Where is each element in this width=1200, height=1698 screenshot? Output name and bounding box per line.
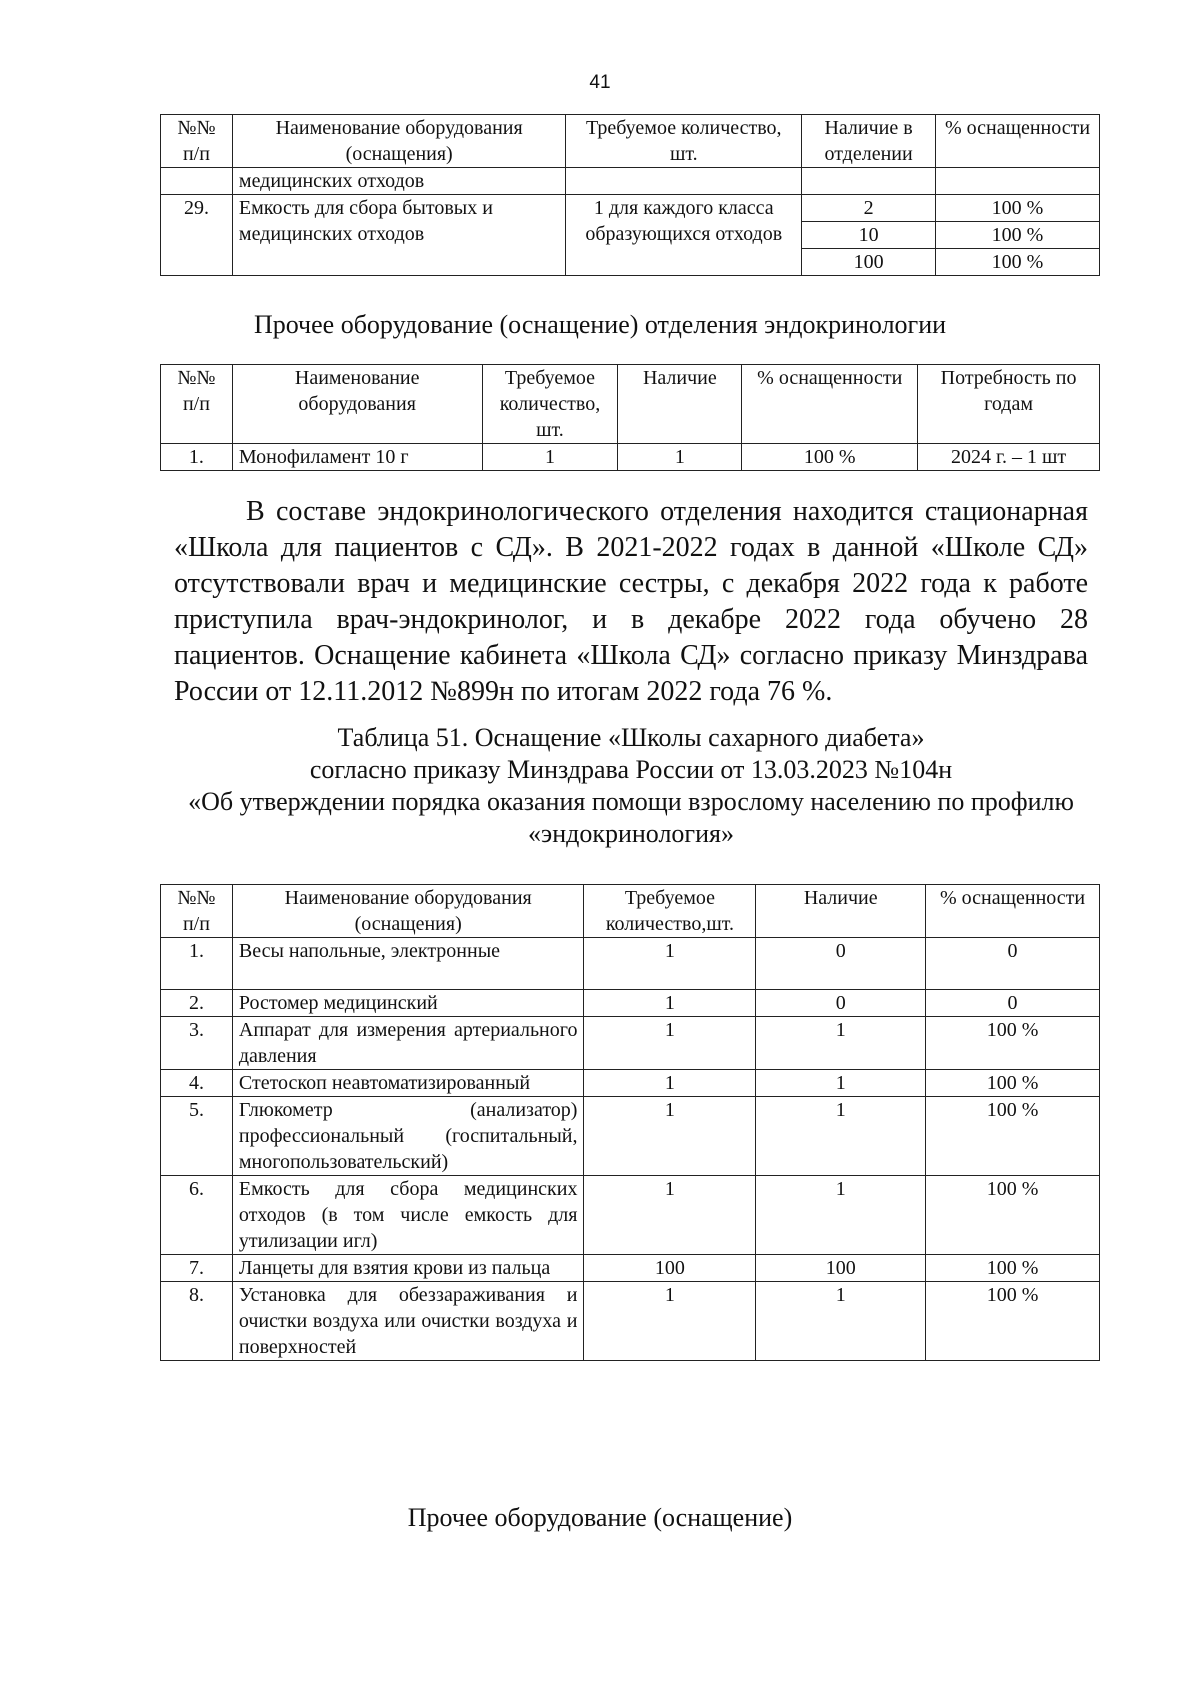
cell-num: 1. — [161, 444, 233, 471]
table-header-row — [161, 365, 1100, 444]
table-row: 3. Аппарат для измерения артериального давления 1 1 100 % — [161, 1017, 1100, 1070]
section-heading: Прочее оборудование (оснащение) отделения эндокринологии — [253, 310, 947, 339]
other-equipment-table — [160, 364, 1100, 471]
table-row: 2. Ростомер медицинский 1 0 0 — [161, 990, 1100, 1017]
header-name: Наименование оборудования (оснащения) — [232, 885, 584, 938]
cell-percent: 100 % — [936, 195, 1100, 222]
header-num: №№ п/п — [161, 115, 233, 168]
header-available: Наличие в отделении — [802, 115, 936, 168]
header-name: Наименование оборудования — [232, 365, 482, 444]
header-available: Наличие — [618, 365, 742, 444]
table-row: 7. Ланцеты для взятия крови из пальца 100 100 100 % — [161, 1255, 1100, 1282]
cell-available: 100 — [802, 249, 936, 276]
section-heading-bottom: Прочее оборудование (оснащение) — [407, 1503, 793, 1532]
caption-line-3: «Об утверждении порядка оказания помощи взрослому населению по профилю «эндокринология» — [188, 787, 1074, 848]
cell-num: 29. — [161, 195, 233, 276]
paragraph-text: В составе эндокринологического отделения находится стационарная «Школа для пациентов с СД». В 2021-2022 годах в данной «Школе СД» отсутствовали врач и медицинские сестры, с декабря 2022 года к работе приступила врач-эндокринолог, и в декабре 2022 года обучено 28 пациентов. Оснащение кабинета «Школа СД» согласно приказу Минздрава России от 12.11.2012 №899н по итогам 2022 года 76 %. — [174, 496, 1088, 707]
header-required: Требуемое количество,шт. — [584, 885, 756, 938]
header-required: Требуемое количество, шт. — [482, 365, 618, 444]
cell-required: 1 — [482, 444, 618, 471]
table-row: 1. Весы напольные, электронные 1 0 0 — [161, 938, 1100, 990]
cell-name: Емкость для сбора бытовых и медицинских отходов — [232, 195, 565, 276]
cell-percent: 100 % — [936, 249, 1100, 276]
table-row: 4. Стетоскоп неавтоматизированный 1 1 100 % — [161, 1070, 1100, 1097]
cell-available: 2 — [802, 195, 936, 222]
header-percent: % оснащенности — [926, 885, 1100, 938]
cell-available: 1 — [618, 444, 742, 471]
equipment-table-continued — [160, 114, 1100, 276]
caption-line-1: Таблица 51. Оснащение «Школы сахарного диабета» — [337, 723, 925, 752]
table-caption — [174, 722, 1088, 850]
table-row: 6. Емкость для сбора медицинских отходов (в том числе емкость для утилизации игл) 1 1 100 % — [161, 1176, 1100, 1255]
header-available: Наличие — [756, 885, 926, 938]
header-percent: % оснащенности — [936, 115, 1100, 168]
header-percent: % оснащенности — [742, 365, 918, 444]
table-header-row — [161, 885, 1100, 938]
table-header-row — [161, 115, 1100, 168]
cell-need: 2024 г. – 1 шт — [918, 444, 1100, 471]
cell-required: 1 для каждого класса образующихся отходов — [566, 195, 802, 276]
header-num: №№ п/п — [161, 365, 233, 444]
cell-available: 10 — [802, 222, 936, 249]
cell-name: Монофиламент 10 г — [232, 444, 482, 471]
table-row — [161, 168, 1100, 195]
table-row — [161, 195, 1100, 222]
page-number: 41 — [589, 72, 611, 93]
caption-line-2: согласно приказу Минздрава России от 13.03.2023 №104н — [309, 755, 953, 784]
cell-percent: 100 % — [936, 222, 1100, 249]
header-need-by-year: Потребность по годам — [918, 365, 1100, 444]
table-row: 5. Глюкометр (анализатор) профессиональный (госпитальный, многопользовательский) 1 1 100 % — [161, 1097, 1100, 1176]
header-num: №№ п/п — [161, 885, 233, 938]
table-row — [161, 444, 1100, 471]
body-paragraph — [174, 494, 1088, 710]
table-row: 8. Установка для обеззараживания и очистки воздуха или очистки воздуха и поверхностей 1 1 100 % — [161, 1282, 1100, 1361]
cell-percent: 100 % — [742, 444, 918, 471]
header-name: Наименование оборудования (оснащения) — [232, 115, 565, 168]
cell-name: медицинских отходов — [232, 168, 565, 195]
header-required: Требуемое количество, шт. — [566, 115, 802, 168]
school-equipment-table — [160, 884, 1100, 1361]
